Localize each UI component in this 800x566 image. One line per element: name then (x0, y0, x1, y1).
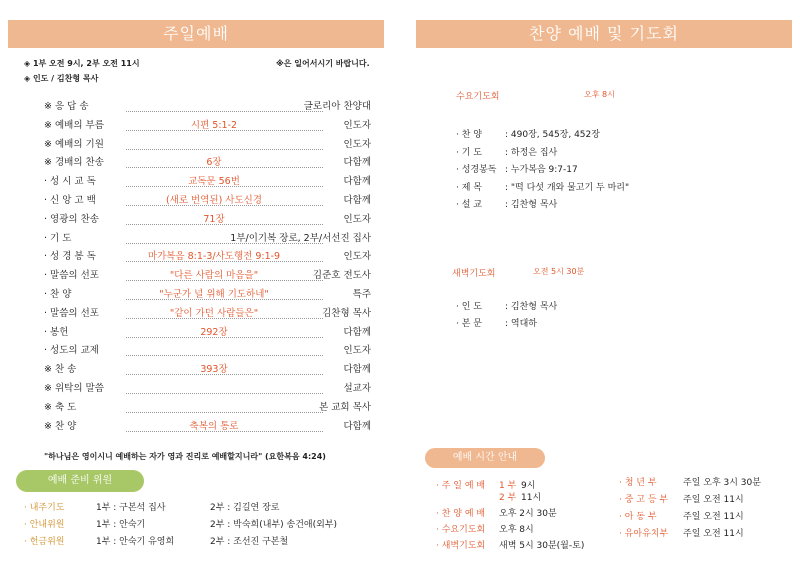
order-row (44, 193, 371, 209)
dotted-leader (126, 412, 323, 413)
order-row (44, 381, 371, 397)
order-leader: 특주 (352, 289, 371, 300)
order-label: · 성 경 봉 독 (44, 251, 96, 263)
committee-title: 예배 준비 위원 (16, 470, 144, 492)
dawn-item-label: · 본 문 (456, 319, 482, 329)
schedule-label: · 수요기도회 (436, 525, 486, 535)
dotted-leader (126, 149, 323, 150)
order-detail: 6장 (206, 157, 222, 169)
dotted-leader (126, 355, 323, 356)
order-leader: 설교자 (343, 383, 371, 394)
order-label: ※ 예배의 부름 (44, 119, 104, 131)
order-leader: 본 교회 목사 (319, 401, 371, 413)
wed-prayer-title: 수요기도회 (456, 92, 500, 102)
order-row (44, 231, 371, 247)
scripture-quote: "하나님은 영이시니 예배하는 자가 영과 진리로 예배할지니라" (요한복음 4:24) (44, 452, 326, 461)
wed-item-label: · 제 목 (456, 182, 482, 193)
schedule-sub: 1 부 (499, 481, 517, 491)
order-label: ※ 위탁의 말씀 (44, 383, 104, 394)
dawn-item-value: : 역대하 (505, 319, 537, 329)
schedule-dept-time: 주일 오전 11시 (683, 495, 744, 505)
order-detail: 교독문 56번 (188, 176, 240, 188)
order-row (44, 174, 371, 190)
order-leader: 다함께 (343, 195, 371, 206)
committee-part2: 2부 : 박숙희(내부) 송건애(외부) (210, 520, 338, 530)
schedule-sub: 2 부 (499, 493, 517, 503)
order-leader: 다함께 (343, 157, 371, 169)
order-detail: 292장 (200, 326, 228, 338)
schedule-time: 오후 2시 30분 (499, 509, 557, 519)
order-leader: 인도자 (343, 251, 371, 263)
schedule-time: 오후 8시 (499, 525, 534, 535)
order-label: ※ 축 도 (44, 401, 77, 413)
schedule-label: · 찬 양 예 배 (436, 509, 486, 519)
order-leader: 다함께 (343, 176, 371, 188)
order-label: · 찬 양 (44, 289, 72, 300)
order-leader: 1부/이기복 장로, 2부/서선진 집사 (230, 232, 371, 244)
order-detail: 393장 (200, 364, 228, 376)
order-row (44, 362, 371, 378)
schedule-title: 예배 시간 안내 (425, 448, 545, 468)
order-leader: 다함께 (343, 364, 371, 376)
dawn-item-label: · 인 도 (456, 302, 482, 312)
order-detail: "누군가 널 위해 기도하네" (159, 289, 269, 300)
order-label: ※ 예배의 기원 (44, 138, 104, 150)
order-label: · 말씀의 선포 (44, 307, 99, 319)
dawn-prayer-time: 오전 5시 30분 (533, 267, 585, 276)
schedule-dept-time: 주일 오전 11시 (683, 512, 744, 522)
order-row (44, 212, 371, 228)
order-label: ※ 찬 송 (44, 364, 77, 376)
wed-item-value: : 하정은 집사 (505, 147, 558, 158)
order-label: ※ 경배의 찬송 (44, 157, 104, 169)
wed-item-value: : 누가복음 9:7-17 (505, 165, 578, 175)
order-leader: 다함께 (343, 326, 371, 338)
order-label: ※ 응 답 송 (44, 101, 89, 112)
order-row (44, 155, 371, 171)
dawn-prayer-title: 새벽기도회 (452, 269, 496, 279)
schedule-label: · 주 일 예 배 (436, 481, 486, 491)
dawn-item-value: : 김찬형 목사 (505, 302, 558, 312)
committee-part1: 1부 : 안숙기 (96, 520, 146, 530)
wed-item-label: · 기 도 (456, 147, 482, 158)
schedule-dept: · 아 동 부 (619, 512, 657, 522)
order-row (44, 325, 371, 341)
order-label: · 성 시 교 독 (44, 176, 96, 188)
wed-item-value: : 490장, 545장, 452장 (505, 130, 600, 140)
wed-item-label: · 찬 양 (456, 130, 482, 140)
wed-item-value: : "떡 다섯 개와 물고기 두 마리" (505, 182, 630, 193)
order-detail: 시편 5:1-2 (190, 119, 238, 131)
schedule-dept-time: 주일 오전 11시 (683, 529, 744, 539)
order-row (44, 287, 371, 303)
order-label: · 기 도 (44, 232, 72, 244)
schedule-time: 11시 (521, 493, 542, 503)
wed-item-value: : 김찬형 목사 (505, 200, 558, 210)
schedule-dept: · 청 년 부 (619, 478, 657, 488)
schedule-time: 9시 (521, 481, 536, 491)
order-detail: "같이 가던 사람들은" (169, 307, 259, 319)
order-leader: 인도자 (343, 213, 371, 225)
order-detail: 71장 (203, 213, 225, 225)
service-times: ◈ 1부 오전 9시, 2부 오전 11시 (24, 59, 140, 68)
committee-part2: 2부 : 김길연 장로 (210, 503, 280, 513)
order-label: · 신 앙 고 백 (44, 195, 96, 206)
order-leader: 인도자 (343, 119, 371, 131)
order-label: ※ 찬 양 (44, 420, 77, 432)
wed-prayer-time: 오후 8시 (584, 90, 615, 99)
order-leader: 김준호 전도사 (312, 270, 371, 282)
order-detail: "다른 사람의 마음을" (169, 270, 259, 282)
dotted-leader (126, 393, 323, 394)
committee-role: · 헌금위원 (24, 537, 65, 547)
wed-item-label: · 성경봉독 (456, 165, 497, 175)
order-detail: (새로 번역된) 사도신경 (165, 195, 263, 206)
order-label: · 성도의 교제 (44, 345, 99, 357)
service-leader: ◈ 인도 / 김찬형 목사 (24, 74, 99, 83)
standing-note: ※은 일어서시기 바랍니다. (276, 59, 370, 68)
order-row (44, 343, 371, 359)
praise-prayer-title: 찬양 예배 및 기도회 (416, 20, 792, 48)
schedule-dept-time: 주일 오후 3시 30분 (683, 478, 761, 488)
committee-part1: 1부 : 구본석 집사 (96, 503, 166, 513)
wed-item-label: · 설 교 (456, 200, 482, 210)
order-row (44, 419, 371, 435)
order-detail: 마가복음 8:1-3/사도행전 9:1-9 (147, 251, 281, 263)
schedule-dept: · 중 고 등 부 (619, 495, 669, 505)
order-detail: 축복의 통로 (189, 420, 239, 432)
committee-part1: 1부 : 안숙기 유영희 (96, 537, 175, 547)
order-row (44, 118, 371, 134)
order-label: · 말씀의 선포 (44, 270, 99, 282)
dotted-leader (126, 111, 323, 112)
order-row (44, 306, 371, 322)
schedule-dept: · 유아유치부 (619, 529, 669, 539)
committee-role: · 안내위원 (24, 520, 65, 530)
order-leader: 인도자 (343, 138, 371, 150)
sunday-service-title: 주일예배 (8, 20, 384, 48)
order-row (44, 137, 371, 153)
committee-role: · 내주기도 (24, 503, 65, 513)
order-label: · 봉헌 (44, 326, 69, 338)
order-row (44, 99, 371, 115)
order-leader: 인도자 (343, 345, 371, 357)
order-row (44, 268, 371, 284)
order-row (44, 249, 371, 265)
order-leader: 글로리아 찬양대 (303, 101, 371, 112)
schedule-time: 새벽 5시 30분(월-토) (499, 541, 585, 551)
order-label: · 영광의 찬송 (44, 213, 99, 225)
committee-part2: 2부 : 조선진 구본철 (210, 537, 289, 547)
schedule-label: · 새벽기도회 (436, 541, 486, 551)
order-leader: 김찬형 목사 (322, 307, 371, 319)
order-leader: 다함께 (343, 420, 371, 432)
order-row (44, 400, 371, 416)
